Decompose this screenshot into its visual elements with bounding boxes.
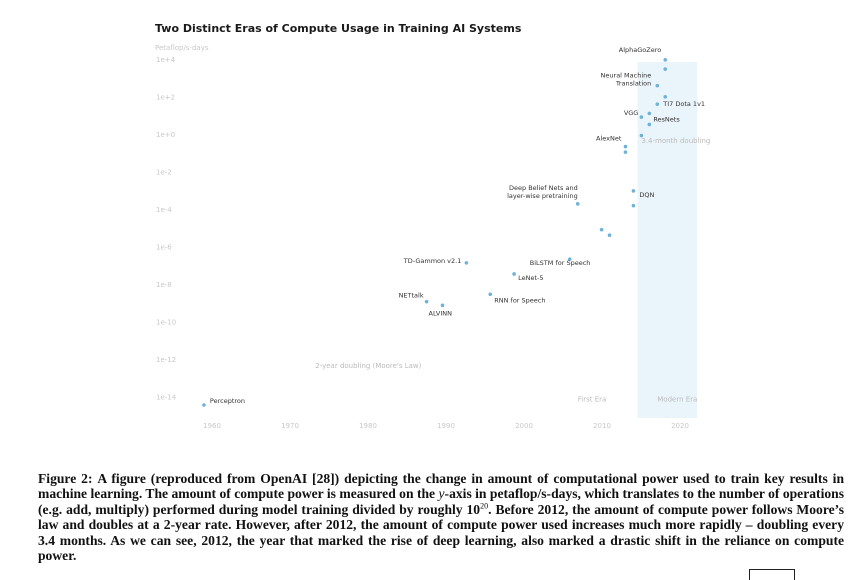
data-point-label: ResNets — [653, 115, 680, 124]
data-point-label: AlphaGoZero — [618, 45, 662, 54]
data-point — [648, 112, 652, 116]
data-point — [663, 58, 667, 62]
x-tick-label: 1970 — [281, 422, 299, 430]
y-tick-label: 1e+4 — [156, 56, 176, 64]
data-point-label: ALVINN — [428, 309, 452, 318]
x-tick-label: 2000 — [515, 422, 533, 430]
data-point — [632, 204, 636, 208]
x-tick-label: 2010 — [593, 422, 611, 430]
y-tick-label: 1e+2 — [156, 93, 176, 102]
caption-text-1: A figure (reproduced from OpenAI [28]) depicting the change in amount of computational power used to train key results in machine learning. The amount of compute power is measured on the — [38, 471, 845, 502]
data-point — [640, 134, 644, 138]
era-annotation: First Era — [577, 395, 607, 404]
data-point-label: TD-Gammon v2.1 — [403, 256, 462, 265]
data-point — [202, 403, 206, 407]
era-annotation: 3.4-month doubling — [641, 136, 711, 145]
data-point-label: RNN for Speech — [494, 296, 546, 305]
y-tick-label: 1e+0 — [156, 131, 176, 139]
y-tick-label: 1e-4 — [156, 206, 172, 214]
data-point-label: VGG — [623, 109, 639, 118]
data-point — [640, 115, 644, 119]
caption-y-symbol: y — [438, 486, 445, 502]
era-annotation: 2-year doubling (Moore's Law) — [315, 362, 422, 371]
data-point-label: TI7 Dota 1v1 — [663, 100, 706, 109]
data-point — [655, 102, 659, 106]
caption-label: Figure 2: — [38, 471, 93, 486]
data-point — [608, 233, 612, 237]
data-point — [632, 189, 636, 193]
data-point — [512, 272, 516, 276]
data-point — [663, 67, 667, 71]
y-tick-label: 1e-6 — [156, 243, 172, 252]
x-tick-label: 1990 — [437, 422, 455, 430]
data-point-label: Perceptron — [209, 397, 246, 405]
y-axis-title: Petaflop/s-days — [155, 44, 209, 52]
era-annotation: Modern Era — [657, 395, 698, 404]
caption-text-3: . Before 2012, the amount of compute power follows Moore’s law and doubles at a 2-year rate. However, after 2012, the amount of compute power used increases much more rapidly – doubling every 3.4 months. As we can see, 2012, the year that marked the rise of deep learning, also marked a drastic shift in the reliance on compute power. — [38, 501, 844, 564]
x-tick-label: 2020 — [671, 422, 689, 430]
data-point-label: Neural Machine Translation — [600, 71, 652, 88]
data-point — [576, 202, 580, 206]
data-point — [465, 261, 469, 265]
x-tick-label: 1960 — [203, 422, 221, 430]
data-point-label: DQN — [639, 190, 655, 199]
data-point — [425, 300, 429, 304]
data-point-label: Deep Belief Nets and layer-wise pretraining — [507, 183, 578, 200]
y-tick-label: 1e-8 — [156, 281, 172, 289]
figure-caption — [38, 471, 844, 563]
data-point-label: LeNet-5 — [518, 273, 544, 282]
caption-superscript: 20 — [480, 501, 489, 511]
y-tick-label: 1e-2 — [156, 168, 172, 177]
data-point — [663, 95, 667, 99]
data-point — [600, 228, 604, 232]
chart-title: Two Distinct Eras of Compute Usage in Training AI Systems — [155, 22, 522, 35]
data-point — [624, 150, 628, 154]
data-point — [624, 145, 628, 149]
y-tick-label: 1e-10 — [156, 318, 177, 327]
caption-text-2: -axis in petaflop/s-days, which translates to the number of operations (e.g. add, multiply) performed during model training divided by roughly 10 — [38, 486, 844, 517]
y-tick-label: 1e-12 — [156, 356, 177, 364]
x-tick-label: 1980 — [359, 422, 377, 430]
data-point-label: NETtalk — [398, 291, 424, 300]
data-point — [488, 292, 492, 296]
y-tick-label: 1e-14 — [156, 393, 177, 402]
data-point-label: BiLSTM for Speech — [529, 259, 591, 268]
data-point — [441, 304, 445, 308]
data-point — [655, 84, 659, 88]
data-point — [648, 123, 652, 127]
data-point-label: AlexNet — [596, 134, 622, 143]
